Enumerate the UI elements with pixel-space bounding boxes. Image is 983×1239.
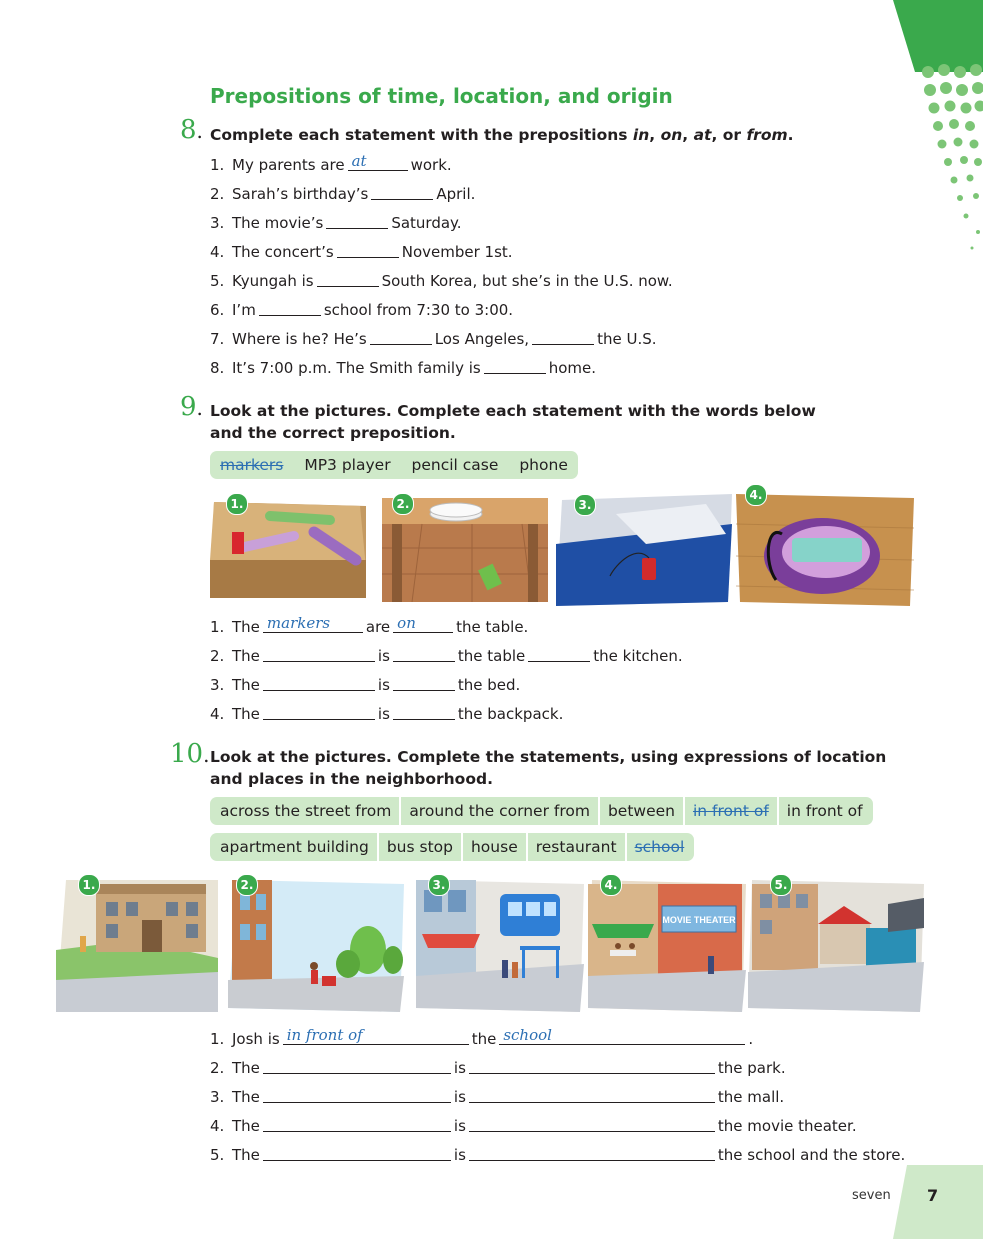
word-chip: between bbox=[600, 797, 685, 825]
movie-theater-sign: MOVIE THEATER bbox=[662, 915, 736, 925]
ex9-item-1: 1. The markers are on the table. bbox=[210, 614, 529, 636]
word-chip: apartment building bbox=[212, 833, 379, 861]
word-chip: school bbox=[634, 838, 685, 856]
answer-blank[interactable]: on bbox=[393, 616, 453, 633]
answer-blank[interactable]: at bbox=[348, 154, 408, 171]
picture-badge: 4. bbox=[600, 874, 622, 896]
word-chip: across the street from bbox=[212, 797, 401, 825]
ex10-item-4: 4. The is the movie theater. bbox=[210, 1117, 857, 1135]
answer-blank[interactable] bbox=[263, 645, 375, 662]
answer-blank[interactable] bbox=[263, 703, 375, 720]
picture-bus-stop-scene bbox=[416, 880, 584, 1012]
picture-school-scene bbox=[56, 880, 218, 1012]
picture-park-scene bbox=[228, 880, 404, 1012]
word-chip: markers bbox=[220, 456, 284, 474]
page-number-word: seven bbox=[852, 1188, 891, 1203]
ex8-item-2: 2. Sarah’s birthday’s April. bbox=[210, 185, 476, 203]
answer-blank[interactable] bbox=[263, 1115, 451, 1132]
exercise-8-instruction: Complete each statement with the prepositions in, on, at, or from. bbox=[210, 126, 794, 144]
ex10-item-5: 5. The is the school and the store. bbox=[210, 1146, 906, 1164]
answer-blank[interactable] bbox=[263, 1057, 451, 1074]
ex9-item-4: 4. The is the backpack. bbox=[210, 705, 564, 723]
answer-blank[interactable] bbox=[317, 270, 379, 287]
answer-blank[interactable]: markers bbox=[263, 616, 363, 633]
answer-blank[interactable] bbox=[469, 1086, 715, 1103]
answer-blank[interactable] bbox=[469, 1057, 715, 1074]
picture-store-scene bbox=[748, 880, 924, 1012]
ex10-item-3: 3. The is the mall. bbox=[210, 1088, 785, 1106]
answer-blank[interactable] bbox=[337, 241, 399, 258]
exercise-10-number: 10. bbox=[170, 739, 210, 769]
ex8-item-4: 4. The concert’s November 1st. bbox=[210, 243, 513, 261]
picture-badge: 1. bbox=[226, 493, 248, 515]
dot-pattern bbox=[918, 62, 983, 292]
ex8-item-1: 1. My parents are at work. bbox=[210, 152, 452, 174]
word-chip: in front of bbox=[685, 797, 779, 825]
picture-pencil-case-in-backpack bbox=[736, 494, 914, 606]
picture-movie-theater-scene bbox=[588, 880, 746, 1012]
picture-badge: 3. bbox=[428, 874, 450, 896]
exercise-8-number: 8. bbox=[180, 115, 203, 145]
word-chip: bus stop bbox=[379, 833, 463, 861]
word-box-10-row-2 bbox=[210, 833, 694, 861]
word-chip: in front of bbox=[786, 802, 863, 820]
exercise-9-number: 9. bbox=[180, 392, 203, 422]
ex8-item-7: 7. Where is he? He’s Los Angeles, the U.S. bbox=[210, 330, 657, 348]
word-chip: restaurant bbox=[528, 833, 627, 861]
answer-blank[interactable] bbox=[263, 674, 375, 691]
word-chip: phone bbox=[519, 456, 568, 474]
word-chip: MP3 player bbox=[304, 456, 391, 474]
ex8-item-6: 6. I’m school from 7:30 to 3:00. bbox=[210, 301, 514, 319]
ex10-item-1: 1. Josh is in front of the school . bbox=[210, 1026, 754, 1048]
answer-blank[interactable] bbox=[532, 328, 594, 345]
ex8-item-3: 3. The movie’s Saturday. bbox=[210, 214, 462, 232]
picture-badge: 3. bbox=[574, 494, 596, 516]
picture-badge: 1. bbox=[78, 874, 100, 896]
answer-blank[interactable] bbox=[469, 1144, 715, 1161]
exercise-9-instruction: Look at the pictures. Complete each statement with the words below and the correct preposition. bbox=[210, 402, 816, 442]
word-box-9 bbox=[210, 451, 578, 479]
word-chip: around the corner from bbox=[401, 797, 600, 825]
answer-blank[interactable] bbox=[528, 645, 590, 662]
ex9-item-3: 3. The is the bed. bbox=[210, 676, 521, 694]
ex10-item-2: 2. The is the park. bbox=[210, 1059, 786, 1077]
word-chip: pencil case bbox=[411, 456, 499, 474]
ex9-item-2: 2. The is the table the kitchen. bbox=[210, 647, 683, 665]
picture-badge: 5. bbox=[770, 874, 792, 896]
answer-blank[interactable]: school bbox=[499, 1028, 745, 1045]
section-title: Prepositions of time, location, and origin bbox=[210, 84, 673, 108]
exercise-10-instruction: Look at the pictures. Complete the statements, using expressions of location and places in the neighborhood. bbox=[210, 748, 887, 788]
answer-blank[interactable] bbox=[484, 357, 546, 374]
word-chip: house bbox=[463, 833, 528, 861]
ex8-item-8: 8. It’s 7:00 p.m. The Smith family is home. bbox=[210, 359, 597, 377]
word-box-10-row-1 bbox=[210, 797, 873, 825]
answer-blank[interactable] bbox=[263, 1086, 451, 1103]
answer-blank[interactable] bbox=[370, 328, 432, 345]
answer-blank[interactable] bbox=[259, 299, 321, 316]
answer-blank[interactable] bbox=[393, 645, 455, 662]
answer-blank[interactable] bbox=[469, 1115, 715, 1132]
ex8-item-5: 5. Kyungah is South Korea, but she’s in the U.S. now. bbox=[210, 272, 673, 290]
answer-blank[interactable] bbox=[371, 183, 433, 200]
answer-blank[interactable] bbox=[393, 674, 455, 691]
page-number: 7 bbox=[927, 1186, 939, 1205]
answer-blank[interactable] bbox=[326, 212, 388, 229]
answer-blank[interactable] bbox=[393, 703, 455, 720]
answer-blank[interactable] bbox=[263, 1144, 451, 1161]
answer-blank[interactable]: in front of bbox=[283, 1028, 469, 1045]
picture-badge: 2. bbox=[392, 493, 414, 515]
picture-badge: 2. bbox=[236, 874, 258, 896]
picture-badge: 4. bbox=[745, 484, 767, 506]
